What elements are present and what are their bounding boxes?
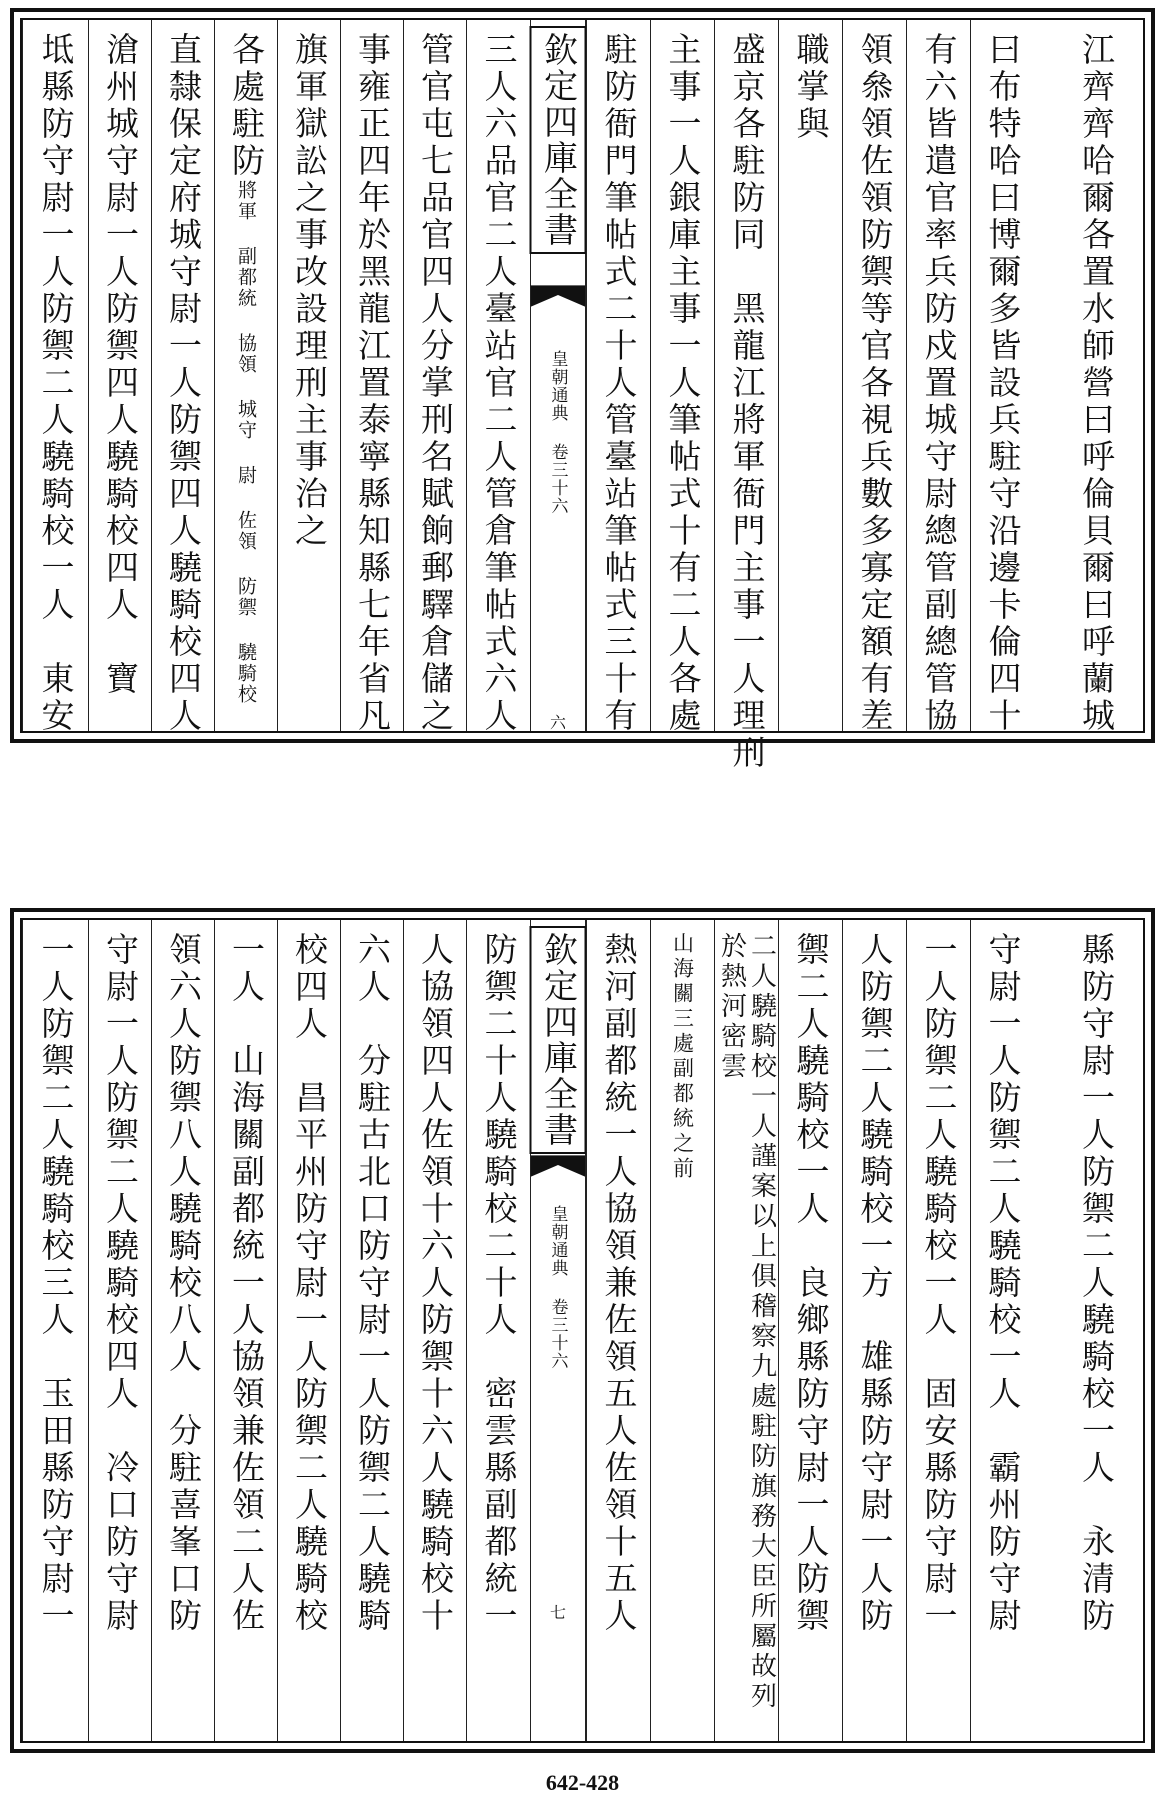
text-column xyxy=(214,920,277,1741)
text-column xyxy=(466,920,530,1741)
column-text: 領叅領佐領防禦等官各視兵數多寡定額有差 xyxy=(855,32,895,735)
text-column xyxy=(22,920,88,1741)
text-column xyxy=(778,20,842,731)
column-note: 山海關三處副都統之前 xyxy=(670,932,695,1182)
column-text: 一人防禦二人驍騎校一人 固安縣防守尉一 xyxy=(919,932,959,1635)
page-bottom xyxy=(10,908,1155,1753)
text-column xyxy=(88,920,151,1741)
text-column xyxy=(466,20,530,735)
column-text: 事雍正四年於黑龍江置泰寧縣知縣七年省凡 xyxy=(353,32,392,735)
text-column xyxy=(151,20,214,735)
text-column xyxy=(842,20,906,735)
text-column xyxy=(340,20,403,735)
text-column xyxy=(403,20,466,735)
text-column xyxy=(970,920,1034,1741)
text-column xyxy=(340,920,403,1741)
column-text: 防禦二十人驍騎校二十人 密雲縣副都統一 xyxy=(479,932,519,1635)
column-text: 校四人 昌平州防守尉一人防禦二人驍騎校 xyxy=(290,932,329,1635)
column-text: 人協領四人佐領十六人防禦十六人驍騎校十 xyxy=(416,932,455,1635)
volume-label: 皇朝通典 卷三十六 xyxy=(547,350,568,515)
column-text: 江齊齊哈爾各置水師營曰呼倫貝爾曰呼蘭城 xyxy=(1077,32,1116,735)
page-frame xyxy=(20,918,1145,1743)
text-column xyxy=(650,920,714,1741)
volume-label: 皇朝通典 卷三十六 xyxy=(547,1205,568,1370)
column-text: 直隸保定府城守尉一人防禦四人驍騎校四人 xyxy=(164,32,203,735)
column-text: 駐防衙門筆帖式二十人管臺站筆帖式三十有 xyxy=(599,32,639,735)
book-title: 欽定四庫全書 xyxy=(530,926,587,1154)
column-text: 各處駐防將軍 副都統 協領 城守 尉 佐領 防禦 驍騎校 xyxy=(227,32,266,705)
column-text: 坻縣防守尉一人防禦二人驍騎校一人 東安 xyxy=(36,32,76,735)
text-column xyxy=(586,20,650,735)
column-text: 二人驍騎校一人謹案以上俱稽察九處駐防旗務大臣所屬故列於熱河密雲 xyxy=(716,932,777,1712)
page-number: 六 xyxy=(549,713,567,732)
fishtail-icon xyxy=(531,1155,585,1177)
center-fold xyxy=(530,920,586,1741)
column-text: 縣防守尉一人防禦二人驍騎校一人 永清防 xyxy=(1077,932,1116,1635)
text-column xyxy=(778,920,842,1741)
text-column xyxy=(906,20,970,735)
text-column xyxy=(1034,20,1151,735)
text-column xyxy=(714,920,778,1741)
book-title: 欽定四庫全書 xyxy=(530,26,587,254)
column-text: 曰布特哈曰博爾多皆設兵駐守沿邊卡倫四十 xyxy=(983,32,1023,735)
text-column xyxy=(277,920,340,1741)
text-column xyxy=(970,20,1034,735)
text-column xyxy=(842,920,906,1741)
column-text: 守尉一人防禦二人驍騎校一人 霸州防守尉 xyxy=(983,932,1023,1635)
column-text: 一人防禦二人驍騎校三人 玉田縣防守尉一 xyxy=(36,932,76,1635)
text-column xyxy=(906,920,970,1741)
column-text: 有六皆遣官率兵防戍置城守尉總管副總管協 xyxy=(919,32,959,735)
column-text: 禦二人驍騎校一人 良鄉縣防守尉一人防禦 xyxy=(791,932,831,1635)
text-column xyxy=(214,20,277,731)
page-frame xyxy=(20,18,1145,772)
column-text: 人防禦二人驍騎校一方 雄縣防守尉一人防 xyxy=(855,932,895,1635)
column-text: 六人 分駐古北口防守尉一人防禦二人驍騎 xyxy=(353,932,392,1635)
column-text: 旗軍獄訟之事改設理刑主事治之 xyxy=(290,32,329,550)
column-text: 主事一人銀庫主事一人筆帖式十有二人各處 xyxy=(663,32,703,735)
column-text: 管官屯七品官四人分掌刑名賦餉郵驛倉儲之 xyxy=(416,32,455,735)
column-text: 熱河副都統一人協領兼佐領五人佐領十五人 xyxy=(599,932,639,1635)
text-column xyxy=(586,920,650,1741)
text-column xyxy=(403,920,466,1741)
fishtail-icon xyxy=(531,285,585,307)
column-text: 三人六品官二人臺站官二人管倉筆帖式六人 xyxy=(479,32,519,735)
text-column xyxy=(88,20,151,731)
center-fold xyxy=(530,20,586,731)
text-column xyxy=(151,920,214,1741)
text-column xyxy=(22,20,88,735)
column-text: 職掌與 xyxy=(791,32,831,143)
column-text: 盛京各駐防同 黑龍江將軍衙門主事一人理刑 xyxy=(727,32,767,772)
column-text: 守尉一人防禦二人驍騎校四人 冷口防守尉 xyxy=(101,932,140,1635)
column-text: 滄州城守尉一人防禦四人驍騎校四人 寶 xyxy=(101,32,140,698)
page-number: 七 xyxy=(549,1603,567,1622)
column-text: 領六人防禦八人驍騎校八人 分駐喜峯口防 xyxy=(164,932,203,1635)
scan-footer-number: 642-428 xyxy=(545,1770,620,1795)
text-column xyxy=(277,20,340,731)
text-column xyxy=(714,20,778,772)
inline-note: 將軍 副都統 協領 城守 尉 佐領 防禦 驍騎校 xyxy=(235,180,257,705)
text-column xyxy=(1034,920,1151,1741)
page-top xyxy=(10,8,1155,772)
column-text: 一人 山海關副都統一人協領兼佐領二人佐 xyxy=(227,932,266,1635)
text-column xyxy=(650,20,714,735)
